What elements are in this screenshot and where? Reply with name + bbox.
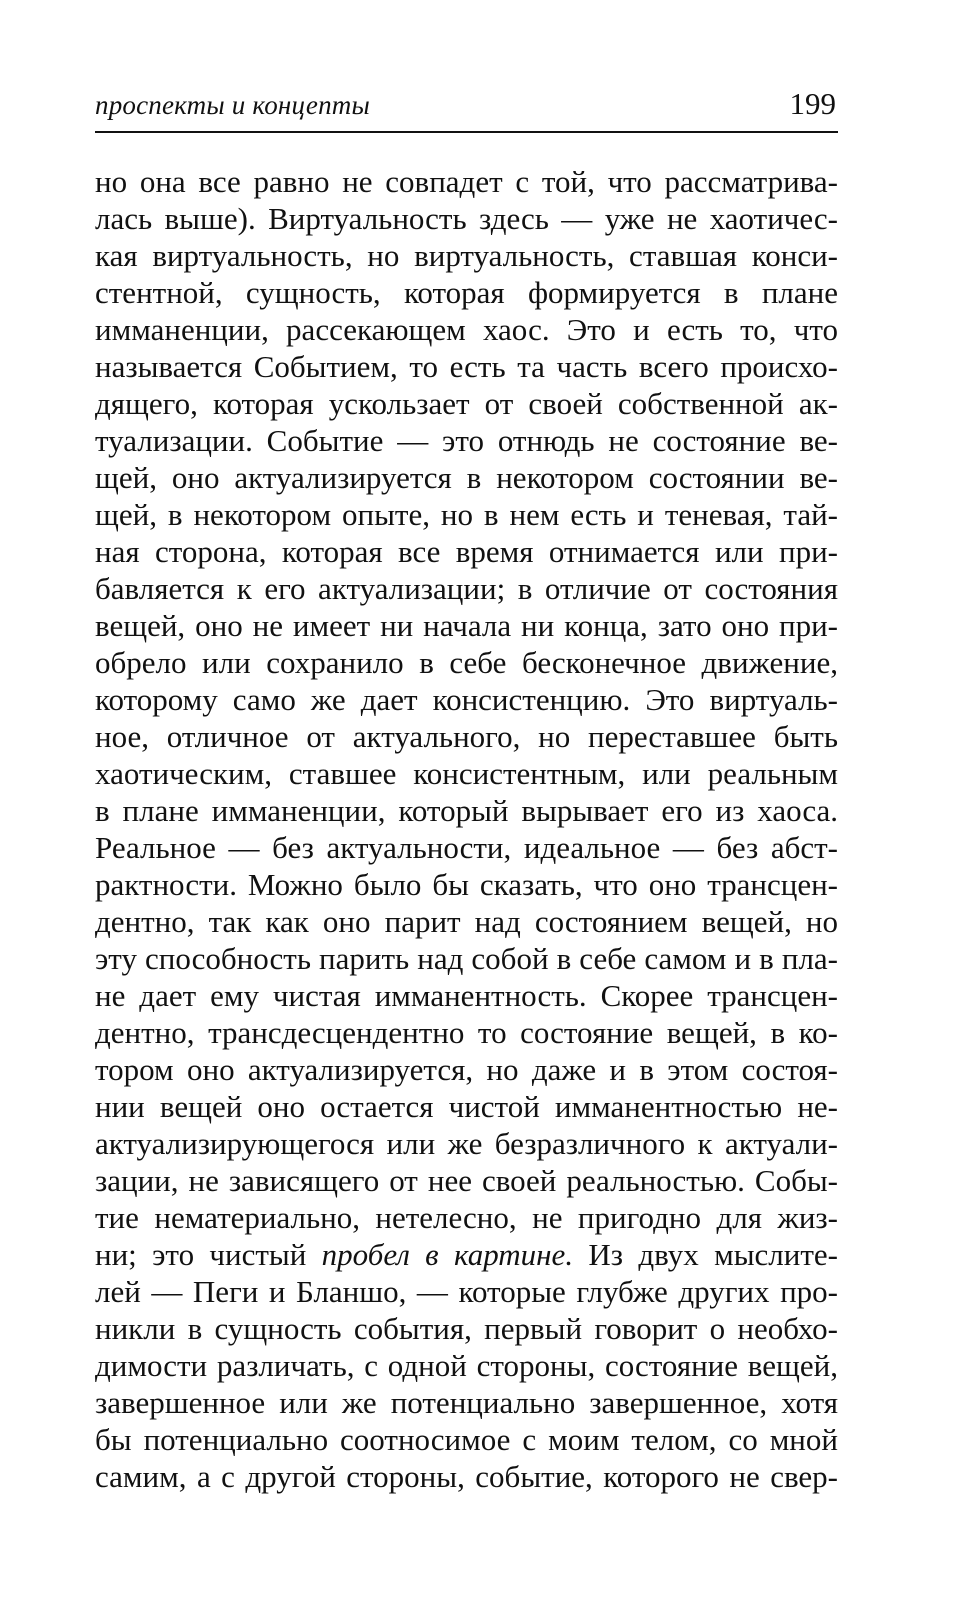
text-line: никли в сущность события, первый говорит о необхо- [95,1311,838,1346]
text-line: бы потенциально соотносимое с моим телом, со мной [95,1422,838,1457]
text-run: Из двух мыслите- [573,1237,838,1272]
text-line: но она все равно не совпадет с той, что рассматрива- [95,164,838,199]
text-line: бавляется к его актуализации; в отличие от состояния [95,571,838,606]
running-header [95,82,838,130]
text-line: тором оно актуализируется, но даже и в этом состоя- [95,1052,838,1087]
text-line: обрело или сохранило в себе бесконечное движение, [95,645,838,680]
text-line: туализации. Событие — это отнюдь не состояние ве- [95,423,838,458]
text-line: рактности. Можно было бы сказать, что оно трансцен- [95,867,838,902]
text-line: зации, не зависящего от нее своей реальностью. Собы- [95,1163,838,1198]
text-line: нии вещей оно остается чистой имманентностью не- [95,1089,838,1124]
text-line: дентно, трансдесцендентно то состояние вещей, в ко- [95,1015,838,1050]
text-line: кая виртуальность, но виртуальность, ставшая конси- [95,238,838,273]
text-line: дентно, так как оно парит над состоянием вещей, но [95,904,838,939]
text-line: лась выше). Виртуальность здесь — уже не хаотичес- [95,201,838,236]
text-line: хаотическим, ставшее консистентным, или реальным [95,756,838,791]
text-line: тие нематериально, нетелесно, не пригодно для жиз- [95,1200,838,1235]
text-line: Реальное — без актуальности, идеальное — без абст- [95,830,838,865]
text-line: лей — Пеги и Бланшо, — которые глубже других про- [95,1274,838,1309]
text-line: щей, оно актуализируется в некотором состоянии ве- [95,460,838,495]
header-rule [95,131,838,133]
text-line: вещей, оно не имеет ни начала ни конца, зато оно при- [95,608,838,643]
emphasis-text: пробел в картине. [321,1237,574,1272]
text-line: ная сторона, которая все время отнимается или при- [95,534,838,569]
text-line: завершенное или же потенциально завершенное, хотя [95,1385,838,1420]
text-line: эту способность парить над собой в себе самом и в пла- [95,941,838,976]
text-run: ни; это чистый [95,1237,322,1272]
text-line: в плане имманенции, который вырывает его из хаоса. [95,793,838,828]
text-line: не дает ему чистая имманентность. Скорее трансцен- [95,978,838,1013]
text-line: щей, в некотором опыте, но в нем есть и теневая, тай- [95,497,838,532]
text-line: которому само же дает консистенцию. Это виртуаль- [95,682,838,717]
text-line: актуализирующегося или же безразличного к актуали- [95,1126,838,1161]
running-title: проспекты и концепты [95,90,370,120]
page-number: 199 [789,86,836,121]
text-line-with-emphasis [95,1236,838,1273]
body-text [95,163,838,1495]
text-line: самим, а с другой стороны, событие, которого не свер- [95,1459,838,1494]
text-line: стентной, сущность, которая формируется в плане [95,275,838,310]
text-line: называется Событием, то есть та часть всего происхо- [95,349,838,384]
text-line: димости различать, с одной стороны, состояние вещей, [95,1348,838,1383]
text-line: дящего, которая ускользает от своей собственной ак- [95,386,838,421]
text-line: ное, отличное от актуального, но переставшее быть [95,719,838,754]
text-line: имманенции, рассекающем хаос. Это и есть то, что [95,312,838,347]
